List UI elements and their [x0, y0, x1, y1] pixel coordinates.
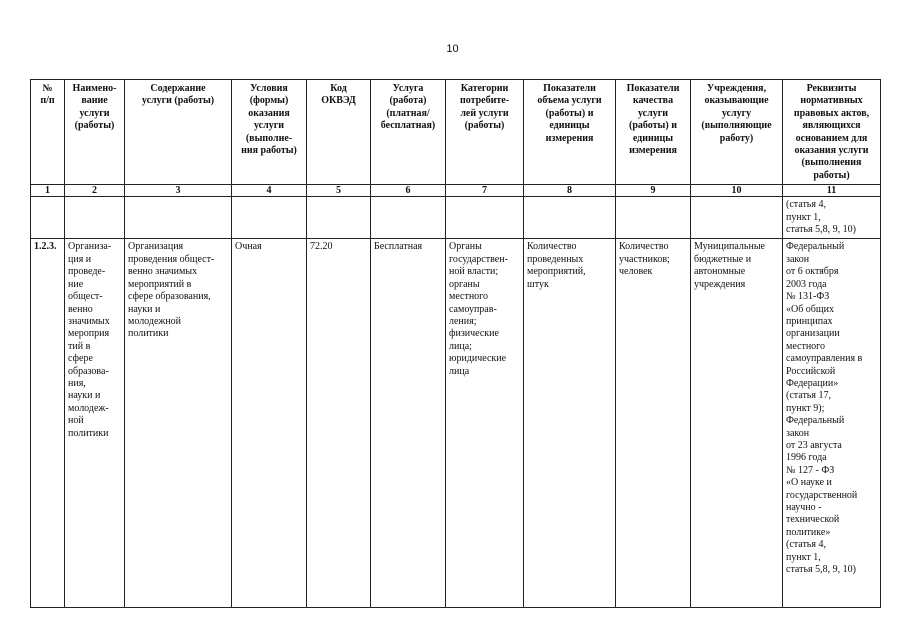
header-row	[31, 80, 881, 185]
continuation-cell	[125, 197, 232, 239]
paid-cell: Бесплатная	[371, 239, 446, 608]
continuation-cell	[65, 197, 125, 239]
service-content-cell: Организация проведения общест- венно значимых мероприятий в сфере образования, науки и молодежной политики	[125, 239, 232, 608]
header-col-7: Категории потребите- лей услуги (работы)	[446, 80, 524, 185]
header-col-3: Содержание услуги (работы)	[125, 80, 232, 185]
conditions-cell: Очная	[232, 239, 307, 608]
header-col-9: Показатели качества услуги (работы) и единицы измерения	[616, 80, 691, 185]
column-number: 8	[524, 185, 616, 197]
institutions-cell: Муниципальные бюджетные и автономные учреждения	[691, 239, 783, 608]
column-number: 6	[371, 185, 446, 197]
column-number: 10	[691, 185, 783, 197]
quality-indicators-cell: Количество участников; человек	[616, 239, 691, 608]
page-number: 10	[446, 43, 459, 55]
continuation-legal-cell: (статья 4, пункт 1, статья 5,8, 9, 10)	[783, 197, 881, 239]
row-number-cell: 1.2.3.	[31, 239, 65, 608]
continuation-cell	[524, 197, 616, 239]
header-col-11: Реквизиты нормативных правовых актов, являющихся основанием для оказания услуги (выполнения работы)	[783, 80, 881, 185]
okved-cell: 72.20	[307, 239, 371, 608]
column-number: 4	[232, 185, 307, 197]
column-number: 3	[125, 185, 232, 197]
service-name-cell: Организа- ция и проведе- ние общест- венно значимых мероприя тий в сфере образова- ния, науки и молодеж- ной политики	[65, 239, 125, 608]
header-col-8: Показатели объема услуги (работы) и единицы измерения	[524, 80, 616, 185]
continuation-cell	[616, 197, 691, 239]
header-col-5: Код ОКВЭД	[307, 80, 371, 185]
continuation-row	[31, 197, 881, 239]
continuation-cell	[232, 197, 307, 239]
column-number: 5	[307, 185, 371, 197]
column-number: 1	[31, 185, 65, 197]
continuation-cell	[371, 197, 446, 239]
column-number: 2	[65, 185, 125, 197]
legal-acts-cell: Федеральный закон от 6 октября 2003 года № 131-ФЗ «Об общих принципах организации местного самоуправления в Российской Федерации» (статья 17, пункт 9); Федеральный закон от 23 августа 1996 года № 127 - ФЗ «О науке и государственной научно - технической политике» (статья 4, пункт 1, статья 5,8, 9, 10)	[783, 239, 881, 608]
column-number-row	[31, 185, 881, 197]
continuation-cell	[446, 197, 524, 239]
continuation-cell	[691, 197, 783, 239]
column-number: 7	[446, 185, 524, 197]
continuation-cell	[31, 197, 65, 239]
column-number: 11	[783, 185, 881, 197]
table-row	[31, 239, 881, 608]
consumers-cell: Органы государствен- ной власти; органы местного самоуправ- ления; физические лица; юридические лица	[446, 239, 524, 608]
column-number: 9	[616, 185, 691, 197]
header-col-4: Условия (формы) оказания услуги (выполне- ния работы)	[232, 80, 307, 185]
header-col-6: Услуга (работа) (платная/ бесплатная)	[371, 80, 446, 185]
header-col-1: № п/п	[31, 80, 65, 185]
header-col-10: Учреждения, оказывающие услугу (выполняющие работу)	[691, 80, 783, 185]
volume-indicators-cell: Количество проведенных мероприятий, штук	[524, 239, 616, 608]
continuation-cell	[307, 197, 371, 239]
services-table	[30, 79, 881, 608]
header-col-2: Наимено- вание услуги (работы)	[65, 80, 125, 185]
